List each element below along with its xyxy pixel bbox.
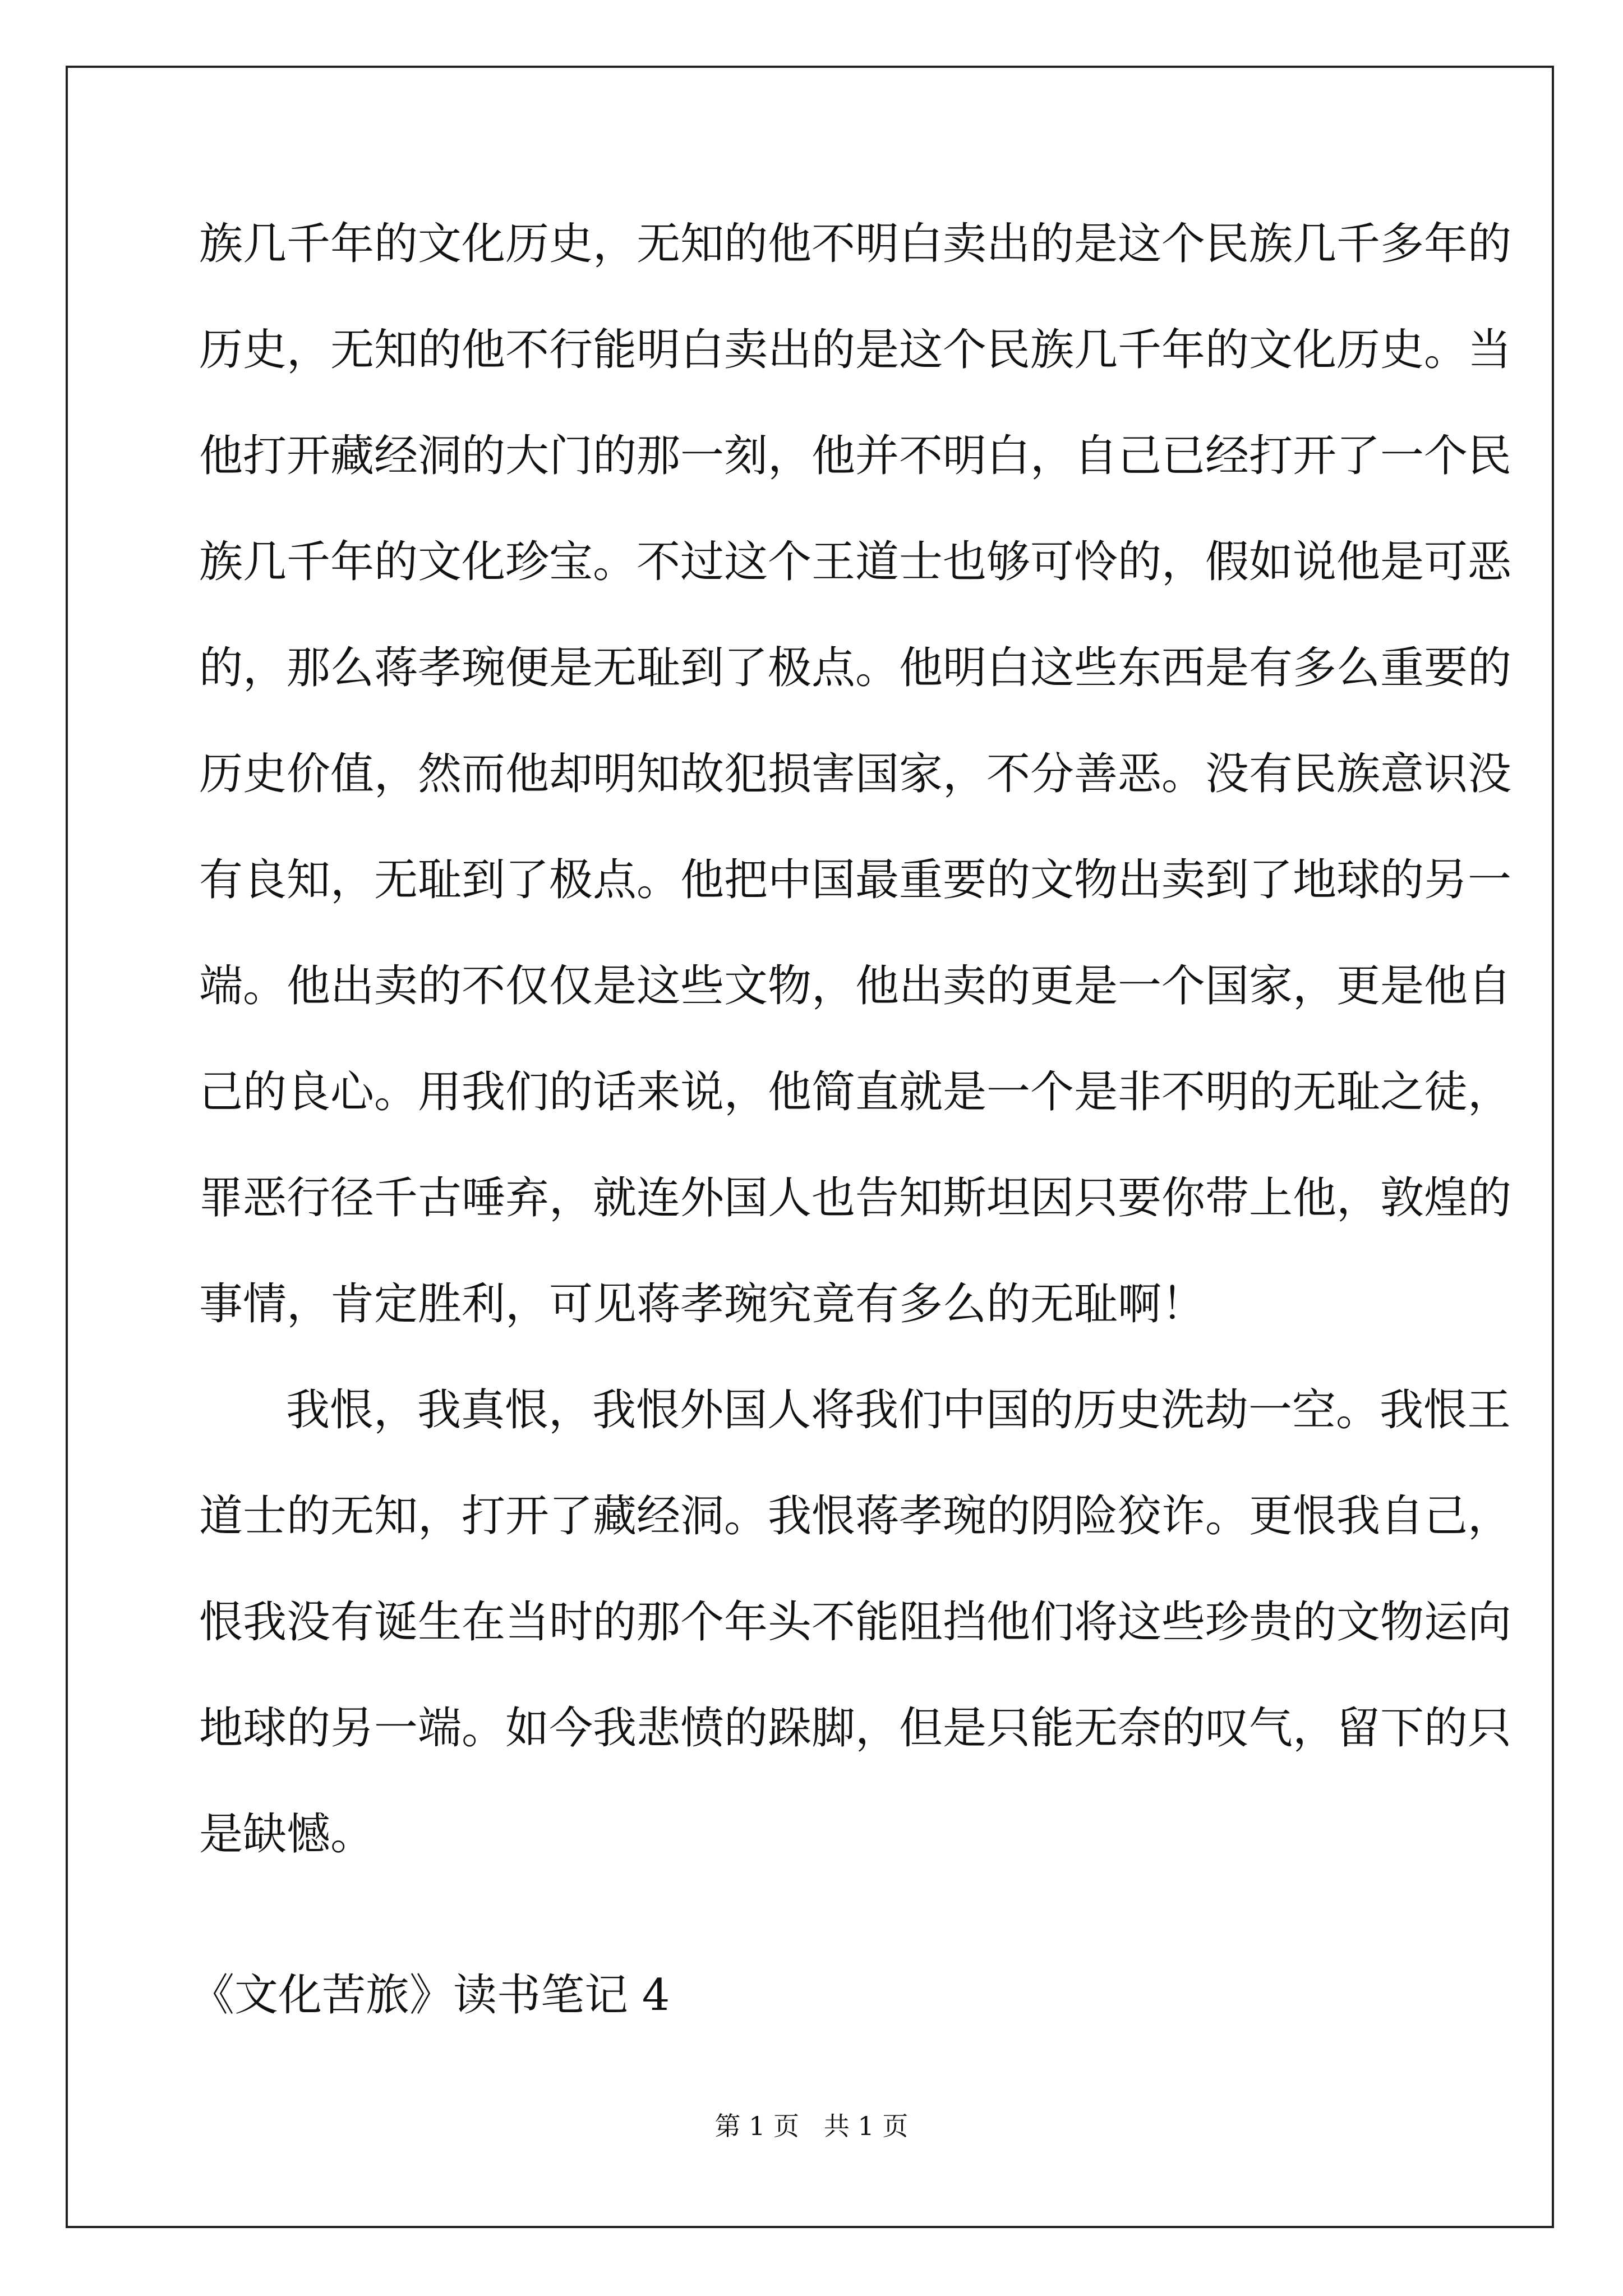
paragraph-line: 族几千年的文化珍宝。不过这个王道士也够可怜的，假如说他是可恶	[199, 537, 1512, 587]
paragraph-line: 罪恶行径千古唾弃，就连外国人也告知斯坦因只要你带上他，敦煌的	[199, 1173, 1512, 1223]
paragraph-line: 道士的无知，打开了藏经洞。我恨蒋孝琬的阴险狡诈。更恨我自己，	[199, 1491, 1512, 1542]
paragraph-line: 历史，无知的他不行能明白卖出的是这个民族几千年的文化历史。当	[199, 325, 1512, 375]
section-heading: 《文化苦旅》读书笔记 4	[191, 1970, 670, 2021]
paragraph-line: 的，那么蒋孝琬便是无耻到了极点。他明白这些东西是有多么重要的	[199, 643, 1512, 693]
paragraph-line: 端。他出卖的不仅仅是这些文物，他出卖的更是一个国家，更是他自	[199, 961, 1512, 1011]
paragraph-line: 是缺憾。	[199, 1809, 375, 1860]
page-footer: 第 1 页 共 1 页	[714, 2111, 909, 2141]
paragraph-line: 族几千年的文化历史，无知的他不明白卖出的是这个民族几千多年的	[199, 219, 1512, 269]
paragraph-line: 有良知，无耻到了极点。他把中国最重要的文物出卖到了地球的另一	[199, 855, 1512, 905]
paragraph-line: 恨我没有诞生在当时的那个年头不能阻挡他们将这些珍贵的文物运向	[199, 1597, 1512, 1648]
paragraph-line: 地球的另一端。如今我悲愤的跺脚，但是只能无奈的叹气，留下的只	[199, 1703, 1512, 1754]
paragraph-line: 我恨，我真恨，我恨外国人将我们中国的历史洗劫一空。我恨王	[286, 1385, 1511, 1435]
paragraph-line: 历史价值，然而他却明知故犯损害国家，不分善恶。没有民族意识没	[199, 749, 1512, 799]
paragraph-line: 事情，肯定胜利，可见蒋孝琬究竟有多么的无耻啊！	[199, 1279, 1206, 1329]
paragraph-line: 己的良心。用我们的话来说，他简直就是一个是非不明的无耻之徒，	[199, 1067, 1512, 1117]
page-border	[66, 66, 1554, 2228]
paragraph-line: 他打开藏经洞的大门的那一刻，他并不明白，自己已经打开了一个民	[199, 431, 1512, 481]
